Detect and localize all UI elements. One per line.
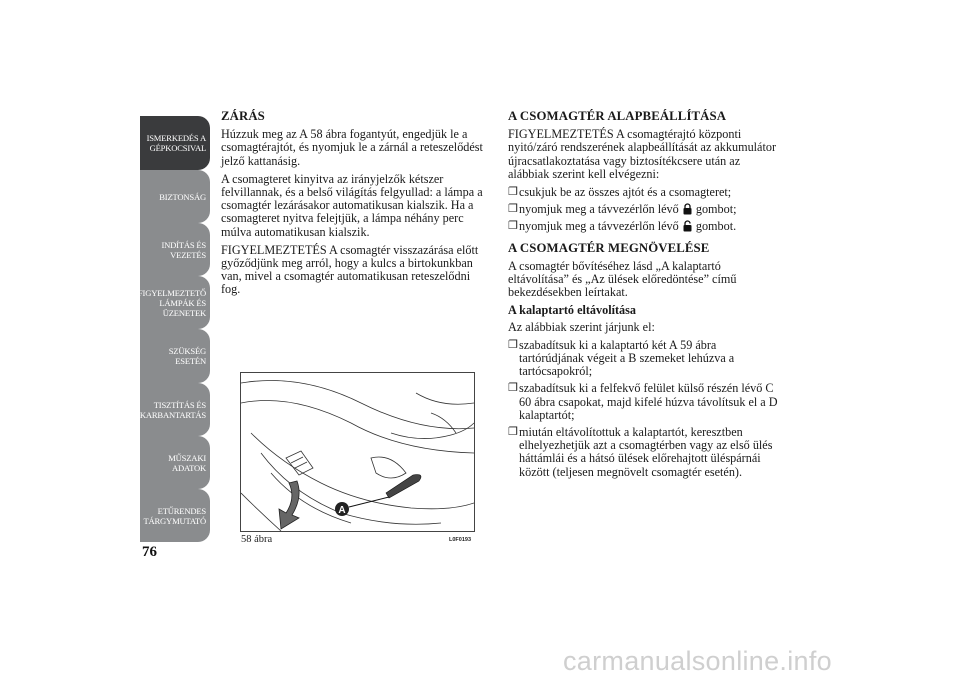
- warning-text-right: A csomagtérajtó központi nyitó/záró rendszerének alapbeállítását az akkumulátor újracsatlakoztatása vagy biztosítékcsere után az alábbiak szerint kell elvégezni:: [508, 127, 777, 181]
- tab-szukseg[interactable]: SZÜKSÉG ESETÉN: [140, 329, 210, 383]
- warning-paragraph-left: [221, 244, 486, 297]
- warning-paragraph-right: [508, 128, 783, 181]
- paragraph-zaras-2: A csomagteret kinyitva az irányjelzők kétszer felvillannak, és a belső világítás felgyullad: a lámpa a csomagtér lezárásakor automatikusan kialszik. Ha a csomagteret nyitva felejtjük, a lámpa néhány perc múlva automatikusan kialszik.: [221, 171, 483, 239]
- section-heading-megnovelese: A CSOMAGTÉR MEGNÖVELÉSE: [508, 240, 710, 255]
- checkbox-icon: ❐: [508, 426, 518, 439]
- tab-muszaki[interactable]: MŰSZAKI ADATOK: [140, 436, 210, 489]
- lock-icon: [683, 203, 692, 215]
- list-item: ❐ nyomjuk meg a távvezérlőn lévő gombot.: [508, 219, 737, 234]
- checkbox-icon: ❐: [508, 203, 518, 216]
- right-column: [508, 110, 783, 483]
- tab-biztonsag[interactable]: BIZTONSÁG: [140, 170, 210, 223]
- left-column: [221, 110, 486, 302]
- unlock-icon: [683, 220, 692, 232]
- trunk-illustration: [241, 373, 474, 531]
- warning-label: FIGYELMEZTETÉS: [221, 242, 327, 257]
- paragraph-zaras-1: Húzzuk meg az A 58 ábra fogantyút, engedjük le a csomagtérajtót, és nyomjuk le a zárnál a reteszelődést jelző kattanásig.: [221, 127, 483, 168]
- checkbox-icon: ❐: [508, 186, 518, 199]
- watermark: carmanualsonline.info: [563, 646, 832, 676]
- checkbox-icon: ❐: [508, 382, 518, 395]
- checkbox-icon: ❐: [508, 338, 518, 351]
- page-number: 76: [142, 544, 157, 560]
- warning-text: A csomagtér visszazárása előtt győződjünk meg arról, hogy a kulcs a birtokunkban van, mivel a csomagtér automatikusan reteszelődni fog.: [221, 242, 479, 297]
- subheading-kalaptarto: A kalaptartó eltávolítása: [508, 303, 636, 318]
- list-item: ❐ nyomjuk meg a távvezérlőn lévő gombot;: [508, 202, 737, 217]
- figure-58: [240, 372, 475, 532]
- tab-ismerkedes[interactable]: ISMERKEDÉS A GÉPKOCSIVAL: [140, 116, 210, 170]
- paragraph-intro: Az alábbiak szerint járjunk el:: [508, 319, 655, 334]
- list-item: ❐ szabadítsuk ki a kalaptartó két A 59 ábra tartórúdjának végeit a B szemeket lehúzva a tartócsapokról;: [508, 337, 735, 379]
- figure-code: L0F0193: [449, 537, 472, 543]
- list-item: ❐ szabadítsuk ki a felfekvő felület külső részén lévő C 60 ábra csapokat, majd kifelé húzva távolítsuk el a D kalaptartót;: [508, 381, 778, 422]
- tab-tisztitas[interactable]: TISZTÍTÁS ÉS KARBANTARTÁS: [140, 383, 210, 436]
- warning-label-right: FIGYELMEZTETÉS: [508, 127, 614, 142]
- paragraph-enlarge: A csomagtér bővítéséhez lásd „A kalaptartó eltávolítása” és „Az ülések előredöntése” című bekezdésekben leírtakat.: [508, 258, 737, 300]
- label-a-text: A: [338, 505, 346, 516]
- section-heading-alapbeallitas: A CSOMAGTÉR ALAPBEÁLLÍTÁSA: [508, 109, 727, 123]
- checkbox-icon: ❐: [508, 220, 518, 233]
- section-heading-zaras: ZÁRÁS: [221, 109, 265, 123]
- tab-figyelmezteto[interactable]: FIGYELMEZTETŐ LÁMPÁK ÉS ÜZENETEK: [140, 276, 210, 329]
- list-item: ❐ csukjuk be az összes ajtót és a csomagteret;: [508, 185, 732, 200]
- list-item: ❐ miután eltávolítottuk a kalaptartót, keresztben elhelyezhetjük azt a csomagtérben vagy az első ülés háttámlái és a hátsó ülések előrehajtott üléspárnái között (teljesen megnövelt csomagtér esetén).: [508, 425, 773, 479]
- figure-caption: 58 ábra: [241, 534, 273, 545]
- tab-targymutato[interactable]: ETŰRENDES TÁRGYMUTATÓ: [140, 489, 210, 542]
- tab-inditas[interactable]: INDÍTÁS ÉS VEZETÉS: [140, 223, 210, 276]
